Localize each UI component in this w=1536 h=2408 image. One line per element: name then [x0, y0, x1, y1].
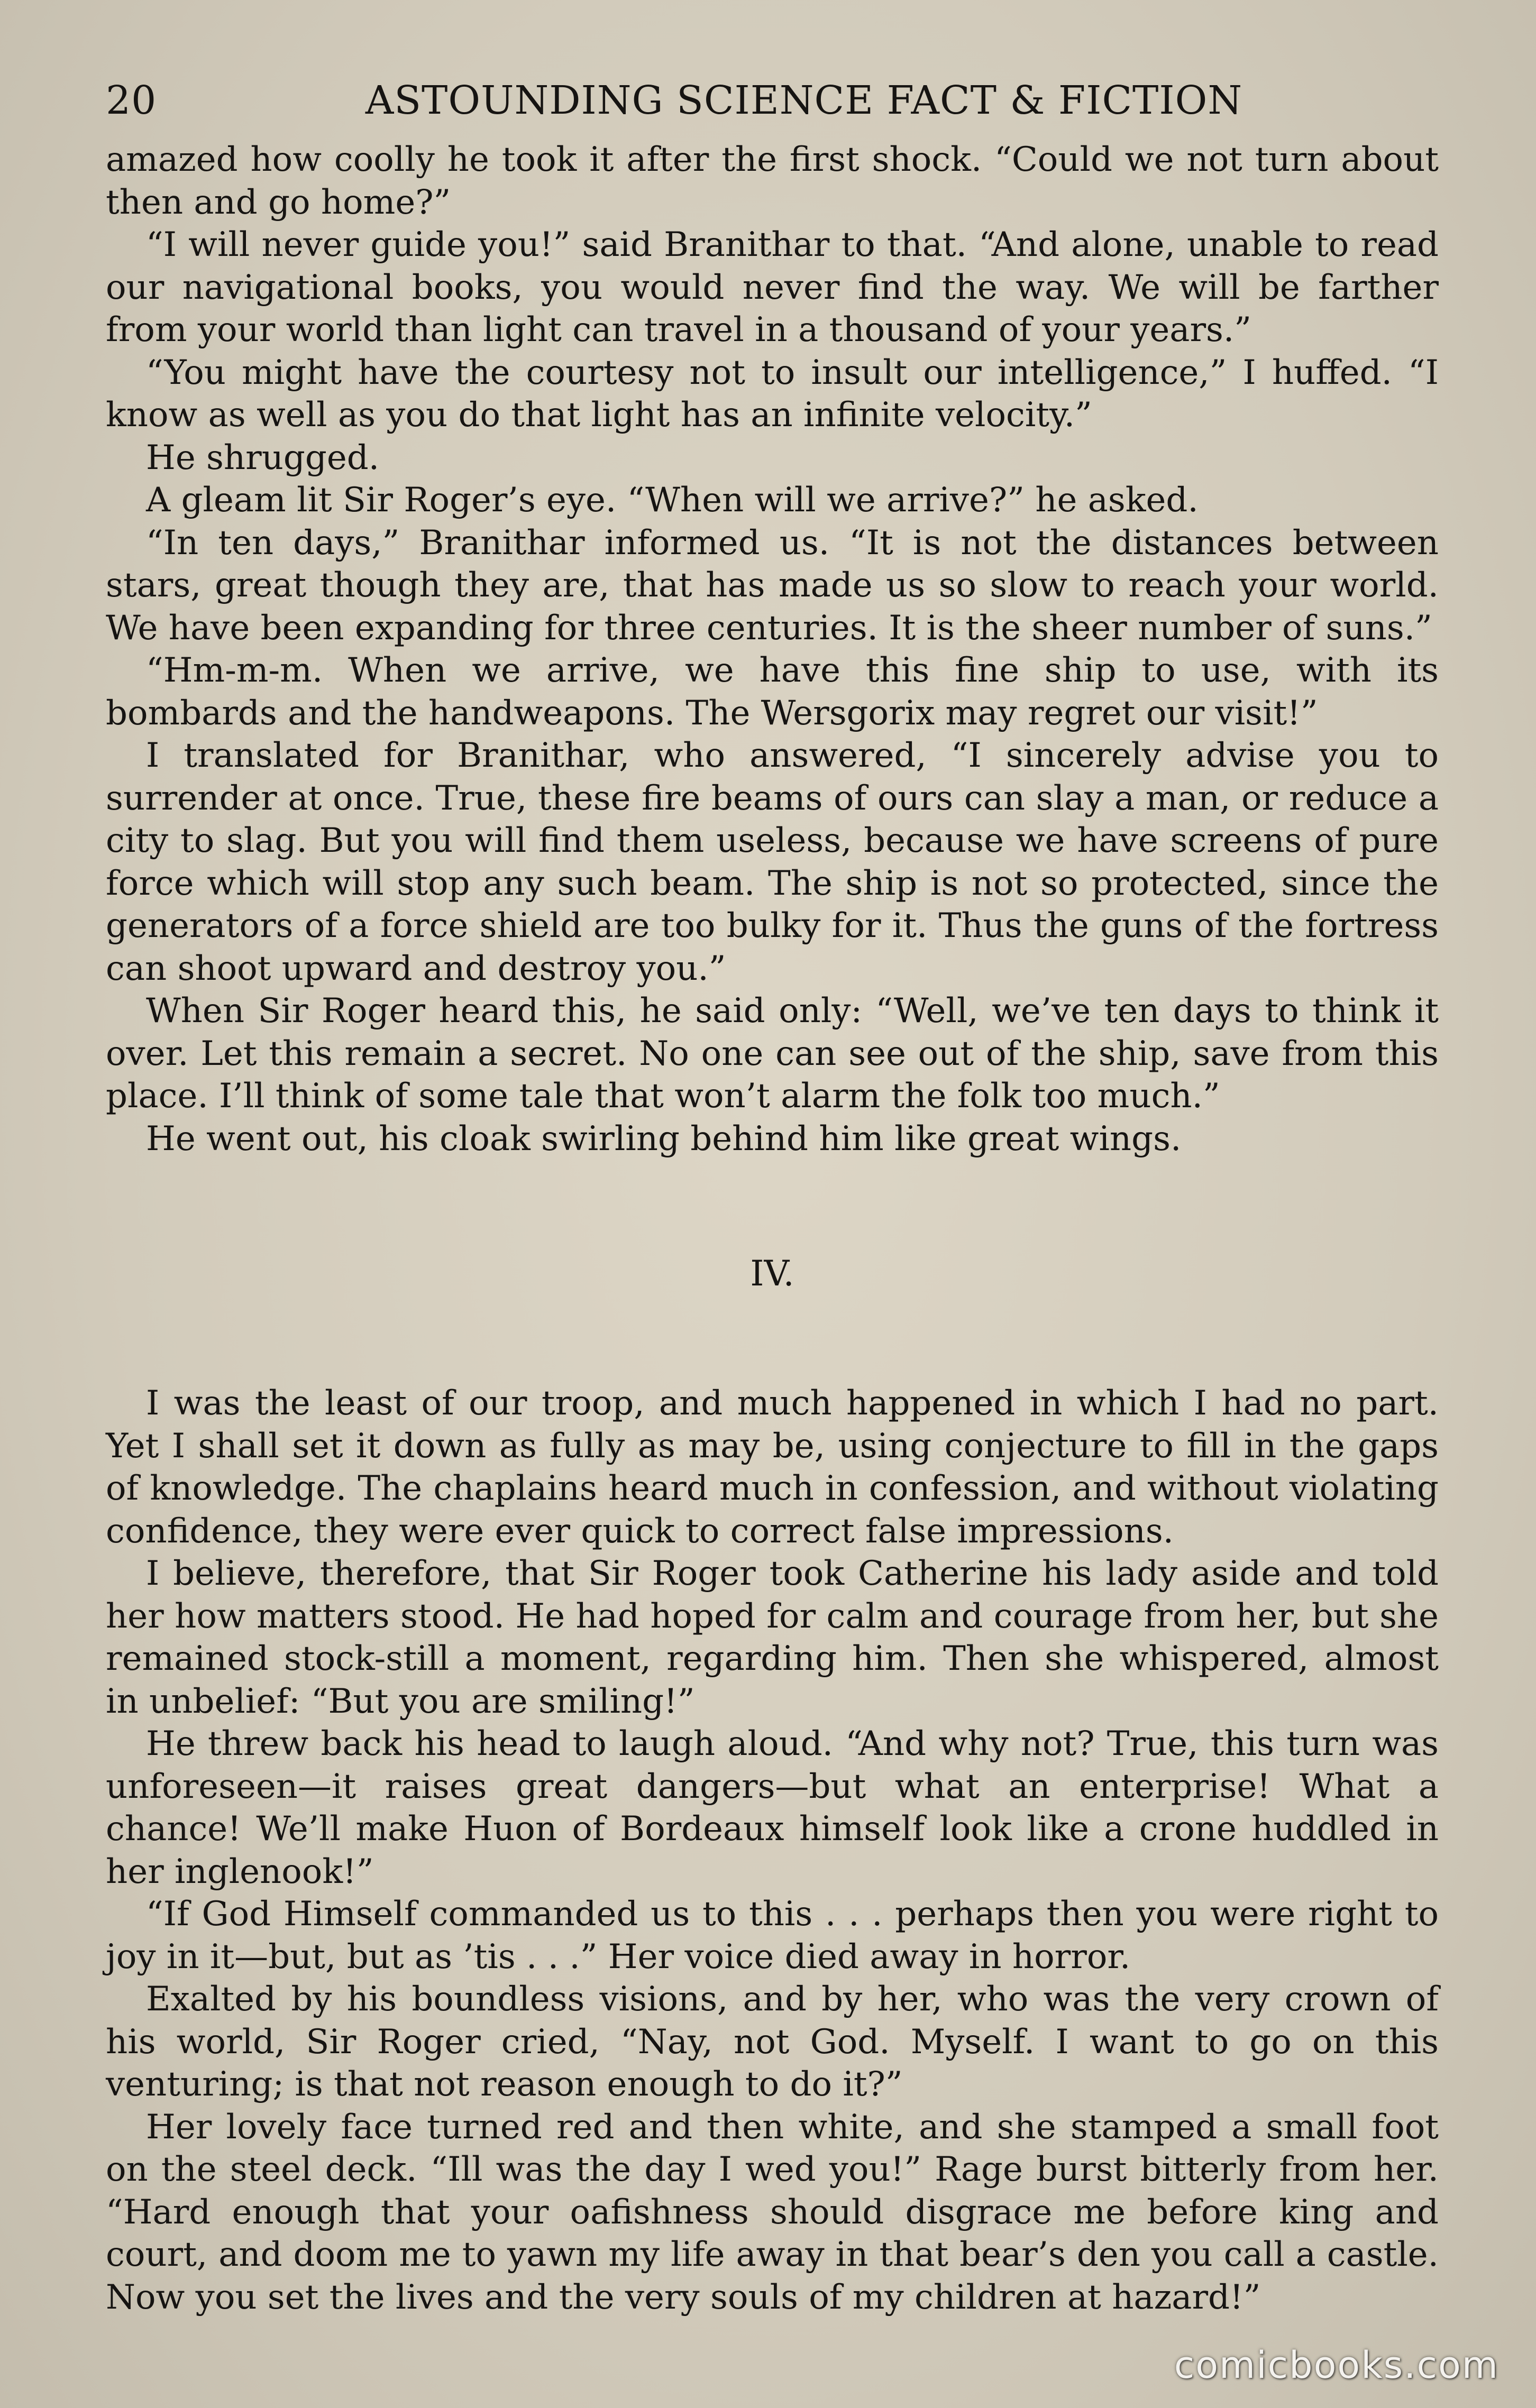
paragraph: Her lovely face turned red and then white, and she stamped a small foot on the steel deck. “Ill was the day I wed you!” Rage burst bitterly from her. “Hard enough that your oafishness should disgrace me before king and court, and doom me to yawn my life away in that bear’s den you call a castle. Now you set the lives and the very souls of my children at hazard!” — [106, 2107, 1439, 2317]
paragraph: Exalted by his boundless visions, and by her, who was the very crown of his world, Sir Roger cried, “Nay, not God. Myself. I want to go on this venturing; is that not reason enough to do it?” — [106, 1980, 1439, 2104]
story-text — [106, 139, 1439, 2319]
paragraph: amazed how coolly he took it after the first shock. “Could we not turn about then and go home?” — [106, 140, 1439, 222]
paragraph: I was the least of our troop, and much happened in which I had no part. Yet I shall set it down as fully as may be, using conjecture to fill in the gaps of knowledge. The chaplains heard much in confession, and without violating confidence, they were ever quick to correct false impressions. — [106, 1384, 1439, 1551]
paragraph: “If God Himself commanded us to this . . . perhaps then you were right to joy in it—but, but as ’tis . . .” Her voice died away in horror. — [106, 1895, 1439, 1977]
chapter-heading: IV. — [750, 1253, 794, 1294]
paragraph: He threw back his head to laugh aloud. “And why not? True, this turn was unforeseen—it raises great dangers—but what an enterprise! What a chance! We’ll make Huon of Bordeaux himself look like a crone huddled in her inglenook!” — [106, 1724, 1439, 1891]
paragraph: “I will never guide you!” said Branithar to that. “And alone, unable to read our navigational books, you would never find the way. We will be farther from your world than light can travel in a thousand of your years.” — [106, 225, 1439, 350]
paragraph: A gleam lit Sir Roger’s eye. “When will we arrive?” he asked. — [146, 481, 1199, 520]
paragraph: I believe, therefore, that Sir Roger took Catherine his lady aside and told her how matters stood. He had hoped for calm and courage from her, but she remained stock-still a moment, regarding him. Then she whispered, almost in unbelief: “But you are smiling!” — [106, 1554, 1439, 1721]
page-header — [106, 74, 1439, 127]
paragraph: He went out, his cloak swirling behind him like great wings. — [146, 1119, 1182, 1159]
paragraph: “You might have the courtesy not to insult our intelligence,” I huffed. “I know as well as you do that light has an infinite velocity.” — [106, 353, 1439, 435]
page-number: 20 — [106, 78, 157, 123]
paragraph: “Hm-m-m. When we arrive, we have this fine ship to use, with its bombards and the handweapons. The Wersgorix may regret our visit!” — [106, 651, 1439, 733]
site-watermark: comicbooks.com — [1174, 2343, 1499, 2387]
running-head: ASTOUNDING SCIENCE FACT & FICTION — [365, 78, 1243, 123]
paragraph: When Sir Roger heard this, he said only: “Well, we’ve ten days to think it over. Let this remain a secret. No one can see out of the ship, save from this place. I’ll think of some tale that won’t alarm the folk too much.” — [106, 991, 1439, 1116]
paragraph: “In ten days,” Branithar informed us. “It is not the distances between stars, great though they are, that has made us so slow to reach your world. We have been expanding for three centuries. It is the sheer number of suns.” — [106, 523, 1439, 648]
paragraph: He shrugged. — [146, 438, 380, 477]
paragraph: I translated for Branithar, who answered, “I sincerely advise you to surrender at once. True, these fire beams of ours can slay a man, or reduce a city to slag. But you will find them useless, because we have screens of pure force which will stop any such beam. The ship is not so protected, since the generators of a force shield are too bulky for it. Thus the guns of the fortress can shoot upward and destroy you.” — [106, 736, 1439, 988]
